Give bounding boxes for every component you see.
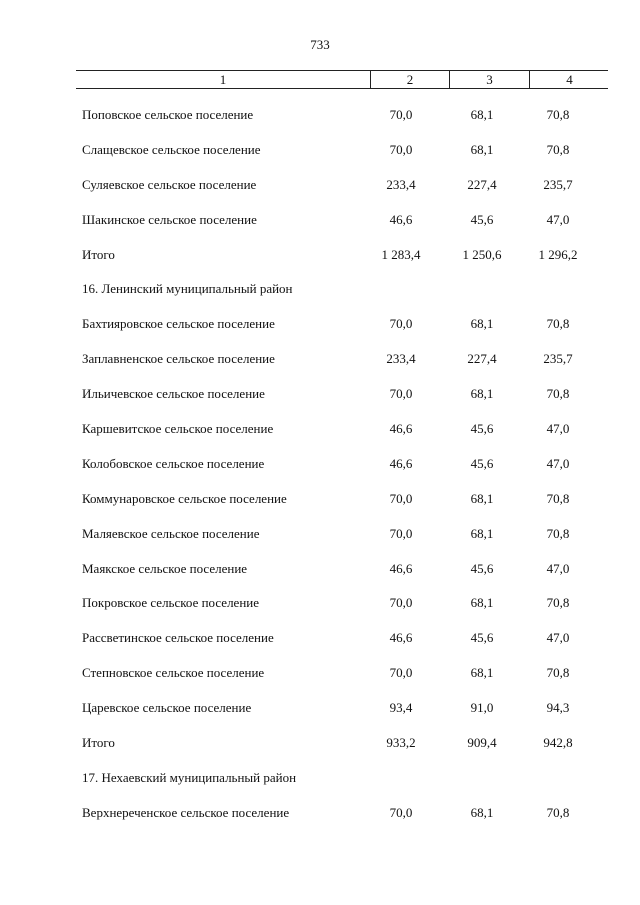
row-value-4: 47,0 [546,560,570,576]
row-value-4: 235,7 [543,176,573,192]
row-value-4: 70,8 [546,525,570,541]
row-name: Маляевское сельское поселение [82,525,260,541]
row-name: Поповское сельское поселение [82,107,254,122]
row-name: Итого [82,735,115,751]
row-value-3: 1 250,6 [462,246,502,262]
row-value-2: 70,0 [389,490,413,506]
row-name: Слащевское сельское поселение [82,141,261,157]
table-row [0,341,640,376]
column-header-1: 1 [219,72,227,87]
row-value-4: 47,0 [546,630,570,646]
row-value-4: 70,8 [546,665,570,681]
row-value-3: 227,4 [467,176,497,192]
row-value-2: 70,0 [389,316,413,332]
table-row [0,516,640,551]
column-header-2: 2 [370,71,449,88]
row-value-3: 45,6 [470,630,494,646]
row-name: Рассветинское сельское поселение [82,630,274,646]
row-name: Верхнереченское сельское поселение [82,804,290,820]
row-name: Маякское сельское поселение [82,560,248,576]
table-row [0,795,640,830]
row-value-4: 70,8 [546,595,570,611]
row-value-4: 47,0 [546,455,570,471]
row-name: Покровское сельское поселение [82,595,260,611]
row-value-3: 68,1 [470,141,494,157]
table-row [0,411,640,446]
row-value-3: 227,4 [467,351,497,367]
table-row [0,376,640,411]
table-row [0,655,640,690]
column-header-4: 4 [529,71,609,88]
table-row [0,585,640,620]
row-name: Суляевское сельское поселение [82,176,257,192]
row-name: Колобовское сельское поселение [82,455,265,471]
row-value-3: 45,6 [470,421,494,437]
table-row [0,132,640,167]
row-value-3: 909,4 [467,735,497,751]
row-value-4: 942,8 [543,735,573,751]
table-row [0,760,640,795]
row-value-4: 47,0 [546,421,570,437]
row-value-2: 70,0 [389,665,413,681]
row-value-2: 46,6 [389,560,413,576]
table-row [0,446,640,481]
row-value-2: 46,6 [389,421,413,437]
row-value-2: 46,6 [389,630,413,646]
row-value-3: 68,1 [470,107,494,122]
row-name: Заплавненское сельское поселение [82,351,275,367]
row-name: Бахтияровское сельское поселение [82,316,275,332]
row-value-3: 68,1 [470,665,494,681]
row-name: Царевское сельское поселение [82,700,252,716]
row-value-4: 235,7 [543,351,573,367]
column-header-3: 3 [449,71,529,88]
table-row [0,551,640,586]
row-value-4: 1 296,2 [538,246,578,262]
row-value-2: 233,4 [386,176,416,192]
row-name: Ильичевское сельское поселение [82,386,265,402]
row-value-4: 70,8 [546,107,570,122]
row-value-2: 46,6 [389,455,413,471]
row-value-2: 93,4 [389,700,413,716]
table-header [76,70,608,89]
row-value-2: 933,2 [386,735,416,751]
row-name: Степновское сельское поселение [82,665,265,681]
row-value-2: 70,0 [389,386,413,402]
table-row [0,202,640,237]
table-row [0,167,640,202]
row-value-3: 68,1 [470,386,494,402]
row-value-3: 91,0 [470,700,494,716]
table-row [0,271,640,306]
page-number: 733 [310,37,330,52]
row-value-3: 68,1 [470,316,494,332]
row-value-2: 46,6 [389,211,413,227]
row-value-2: 70,0 [389,107,413,122]
row-name: 17. Нехаевский муниципальный район [82,769,297,785]
table-row [0,690,640,725]
table-row [0,725,640,760]
row-value-3: 45,6 [470,211,494,227]
row-value-3: 68,1 [470,490,494,506]
row-value-4: 47,0 [546,211,570,227]
row-value-2: 233,4 [386,351,416,367]
row-value-3: 68,1 [470,804,494,820]
row-value-2: 1 283,4 [381,246,421,262]
table-body [0,97,640,830]
row-name: Шакинское сельское поселение [82,211,257,227]
row-name: Коммунаровское сельское поселение [82,490,287,506]
table-row [0,306,640,341]
row-value-2: 70,0 [389,525,413,541]
row-value-3: 45,6 [470,455,494,471]
row-value-4: 70,8 [546,386,570,402]
row-value-2: 70,0 [389,804,413,820]
table-row [0,620,640,655]
row-value-2: 70,0 [389,595,413,611]
table-row [0,237,640,272]
row-value-4: 70,8 [546,316,570,332]
table-row [0,97,640,132]
row-value-4: 70,8 [546,490,570,506]
row-name: 16. Ленинский муниципальный район [82,281,293,297]
row-value-4: 70,8 [546,141,570,157]
row-value-4: 94,3 [546,700,570,716]
row-name: Итого [82,246,115,262]
row-value-4: 70,8 [546,804,570,820]
table-row [0,481,640,516]
row-name: Каршевитское сельское поселение [82,421,274,437]
row-value-3: 68,1 [470,595,494,611]
row-value-3: 45,6 [470,560,494,576]
row-value-2: 70,0 [389,141,413,157]
row-value-3: 68,1 [470,525,494,541]
